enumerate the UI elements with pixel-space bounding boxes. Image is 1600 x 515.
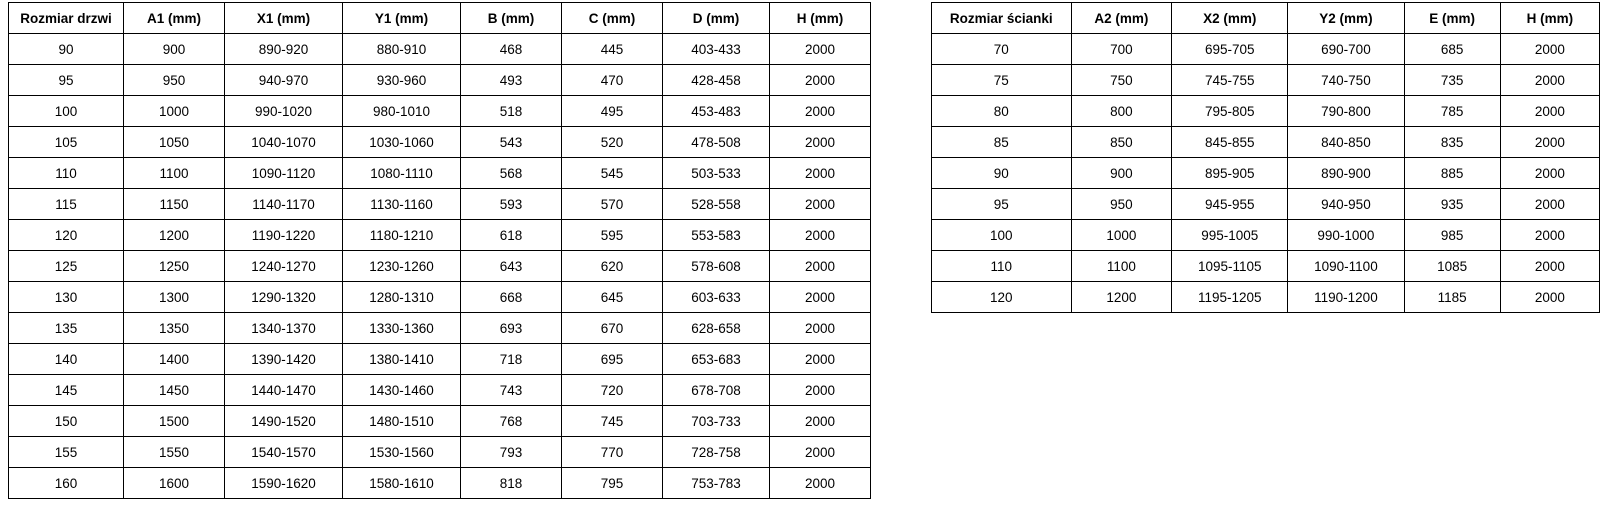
table-row xyxy=(9,189,871,220)
cell: 793 xyxy=(461,437,562,468)
cell: 2000 xyxy=(770,189,871,220)
cell: 80 xyxy=(932,96,1072,127)
cell: 750 xyxy=(1071,65,1172,96)
cell: 1090-1100 xyxy=(1288,251,1404,282)
cell: 2000 xyxy=(770,468,871,499)
cell: 745 xyxy=(562,406,663,437)
cell: 135 xyxy=(9,313,124,344)
cell: 493 xyxy=(461,65,562,96)
cell: 470 xyxy=(562,65,663,96)
cell: 2000 xyxy=(770,313,871,344)
cell: 743 xyxy=(461,375,562,406)
cell: 678-708 xyxy=(663,375,770,406)
cell: 1540-1570 xyxy=(225,437,343,468)
table-row xyxy=(9,313,871,344)
column-header: Rozmiar drzwi xyxy=(9,3,124,34)
cell: 478-508 xyxy=(663,127,770,158)
table-row xyxy=(932,282,1600,313)
cell: 1350 xyxy=(124,313,225,344)
table-row xyxy=(9,437,871,468)
cell: 740-750 xyxy=(1288,65,1404,96)
table-row xyxy=(9,127,871,158)
cell: 1330-1360 xyxy=(343,313,461,344)
cell: 1500 xyxy=(124,406,225,437)
cell: 1530-1560 xyxy=(343,437,461,468)
cell: 568 xyxy=(461,158,562,189)
table-row xyxy=(932,34,1600,65)
cell: 985 xyxy=(1404,220,1500,251)
cell: 125 xyxy=(9,251,124,282)
cell: 990-1000 xyxy=(1288,220,1404,251)
cell: 2000 xyxy=(770,65,871,96)
table-row xyxy=(932,96,1600,127)
cell: 1190-1200 xyxy=(1288,282,1404,313)
cell: 620 xyxy=(562,251,663,282)
column-header: A2 (mm) xyxy=(1071,3,1172,34)
cell: 1390-1420 xyxy=(225,344,343,375)
cell: 745-755 xyxy=(1172,65,1288,96)
column-header: H (mm) xyxy=(1500,3,1599,34)
table-row xyxy=(932,251,1600,282)
cell: 1400 xyxy=(124,344,225,375)
cell: 130 xyxy=(9,282,124,313)
table-row xyxy=(932,65,1600,96)
cell: 940-970 xyxy=(225,65,343,96)
cell: 545 xyxy=(562,158,663,189)
cell: 85 xyxy=(932,127,1072,158)
cell: 1100 xyxy=(1071,251,1172,282)
cell: 695-705 xyxy=(1172,34,1288,65)
table-row xyxy=(9,65,871,96)
cell: 703-733 xyxy=(663,406,770,437)
cell: 995-1005 xyxy=(1172,220,1288,251)
cell: 95 xyxy=(932,189,1072,220)
cell: 453-483 xyxy=(663,96,770,127)
cell: 1095-1105 xyxy=(1172,251,1288,282)
cell: 1085 xyxy=(1404,251,1500,282)
cell: 1290-1320 xyxy=(225,282,343,313)
cell: 1600 xyxy=(124,468,225,499)
cell: 840-850 xyxy=(1288,127,1404,158)
cell: 468 xyxy=(461,34,562,65)
cell: 890-920 xyxy=(225,34,343,65)
column-header: E (mm) xyxy=(1404,3,1500,34)
column-header: Y2 (mm) xyxy=(1288,3,1404,34)
cell: 95 xyxy=(9,65,124,96)
doors-table-container xyxy=(8,2,871,499)
cell: 885 xyxy=(1404,158,1500,189)
cell: 2000 xyxy=(770,251,871,282)
cell: 90 xyxy=(9,34,124,65)
cell: 2000 xyxy=(1500,127,1599,158)
cell: 945-955 xyxy=(1172,189,1288,220)
cell: 790-800 xyxy=(1288,96,1404,127)
cell: 850 xyxy=(1071,127,1172,158)
cell: 2000 xyxy=(1500,282,1599,313)
table-row xyxy=(9,406,871,437)
walls-dimensions-table xyxy=(931,2,1600,313)
cell: 110 xyxy=(9,158,124,189)
cell: 795-805 xyxy=(1172,96,1288,127)
cell: 980-1010 xyxy=(343,96,461,127)
cell: 668 xyxy=(461,282,562,313)
cell: 155 xyxy=(9,437,124,468)
cell: 618 xyxy=(461,220,562,251)
table-row xyxy=(9,34,871,65)
cell: 835 xyxy=(1404,127,1500,158)
cell: 1040-1070 xyxy=(225,127,343,158)
cell: 1240-1270 xyxy=(225,251,343,282)
cell: 1380-1410 xyxy=(343,344,461,375)
cell: 1140-1170 xyxy=(225,189,343,220)
column-header: H (mm) xyxy=(770,3,871,34)
cell: 1130-1160 xyxy=(343,189,461,220)
cell: 145 xyxy=(9,375,124,406)
cell: 403-433 xyxy=(663,34,770,65)
cell: 1450 xyxy=(124,375,225,406)
cell: 1340-1370 xyxy=(225,313,343,344)
cell: 2000 xyxy=(770,344,871,375)
cell: 1580-1610 xyxy=(343,468,461,499)
cell: 2000 xyxy=(1500,65,1599,96)
table-row xyxy=(932,127,1600,158)
cell: 1090-1120 xyxy=(225,158,343,189)
cell: 990-1020 xyxy=(225,96,343,127)
cell: 753-783 xyxy=(663,468,770,499)
cell: 2000 xyxy=(1500,96,1599,127)
cell: 900 xyxy=(124,34,225,65)
cell: 795 xyxy=(562,468,663,499)
cell: 2000 xyxy=(770,220,871,251)
cell: 735 xyxy=(1404,65,1500,96)
cell: 1200 xyxy=(1071,282,1172,313)
cell: 100 xyxy=(932,220,1072,251)
cell: 1440-1470 xyxy=(225,375,343,406)
cell: 1250 xyxy=(124,251,225,282)
cell: 140 xyxy=(9,344,124,375)
cell: 1185 xyxy=(1404,282,1500,313)
cell: 2000 xyxy=(1500,189,1599,220)
column-header: A1 (mm) xyxy=(124,3,225,34)
table-row xyxy=(9,344,871,375)
cell: 628-658 xyxy=(663,313,770,344)
cell: 570 xyxy=(562,189,663,220)
cell: 578-608 xyxy=(663,251,770,282)
cell: 110 xyxy=(932,251,1072,282)
cell: 2000 xyxy=(1500,220,1599,251)
cell: 70 xyxy=(932,34,1072,65)
cell: 1430-1460 xyxy=(343,375,461,406)
cell: 428-458 xyxy=(663,65,770,96)
cell: 1480-1510 xyxy=(343,406,461,437)
cell: 520 xyxy=(562,127,663,158)
cell: 1000 xyxy=(124,96,225,127)
doors-dimensions-table xyxy=(8,2,871,499)
cell: 1180-1210 xyxy=(343,220,461,251)
cell: 75 xyxy=(932,65,1072,96)
cell: 2000 xyxy=(1500,158,1599,189)
cell: 1590-1620 xyxy=(225,468,343,499)
cell: 120 xyxy=(9,220,124,251)
cell: 603-633 xyxy=(663,282,770,313)
cell: 160 xyxy=(9,468,124,499)
cell: 643 xyxy=(461,251,562,282)
cell: 1050 xyxy=(124,127,225,158)
cell: 890-900 xyxy=(1288,158,1404,189)
column-header: C (mm) xyxy=(562,3,663,34)
table-row xyxy=(9,282,871,313)
cell: 2000 xyxy=(770,96,871,127)
cell: 1195-1205 xyxy=(1172,282,1288,313)
cell: 645 xyxy=(562,282,663,313)
cell: 2000 xyxy=(770,437,871,468)
cell: 895-905 xyxy=(1172,158,1288,189)
cell: 1080-1110 xyxy=(343,158,461,189)
table-header-row xyxy=(9,3,871,34)
cell: 1300 xyxy=(124,282,225,313)
cell: 445 xyxy=(562,34,663,65)
cell: 543 xyxy=(461,127,562,158)
cell: 768 xyxy=(461,406,562,437)
cell: 670 xyxy=(562,313,663,344)
cell: 653-683 xyxy=(663,344,770,375)
cell: 785 xyxy=(1404,96,1500,127)
table-row xyxy=(9,220,871,251)
cell: 105 xyxy=(9,127,124,158)
cell: 2000 xyxy=(770,282,871,313)
cell: 503-533 xyxy=(663,158,770,189)
table-row xyxy=(9,251,871,282)
cell: 818 xyxy=(461,468,562,499)
cell: 553-583 xyxy=(663,220,770,251)
table-row xyxy=(9,158,871,189)
cell: 1100 xyxy=(124,158,225,189)
cell: 495 xyxy=(562,96,663,127)
table-header-row xyxy=(932,3,1600,34)
doors-table-head xyxy=(9,3,871,34)
cell: 940-950 xyxy=(1288,189,1404,220)
cell: 2000 xyxy=(770,406,871,437)
cell: 115 xyxy=(9,189,124,220)
cell: 1230-1260 xyxy=(343,251,461,282)
table-row xyxy=(932,220,1600,251)
column-header: Y1 (mm) xyxy=(343,3,461,34)
cell: 150 xyxy=(9,406,124,437)
cell: 695 xyxy=(562,344,663,375)
cell: 690-700 xyxy=(1288,34,1404,65)
cell: 720 xyxy=(562,375,663,406)
cell: 528-558 xyxy=(663,189,770,220)
cell: 2000 xyxy=(1500,34,1599,65)
cell: 2000 xyxy=(770,158,871,189)
cell: 950 xyxy=(1071,189,1172,220)
cell: 100 xyxy=(9,96,124,127)
cell: 1030-1060 xyxy=(343,127,461,158)
cell: 90 xyxy=(932,158,1072,189)
cell: 728-758 xyxy=(663,437,770,468)
cell: 2000 xyxy=(770,34,871,65)
table-row xyxy=(932,189,1600,220)
table-row xyxy=(9,96,871,127)
cell: 2000 xyxy=(1500,251,1599,282)
table-row xyxy=(9,375,871,406)
walls-table-container xyxy=(931,2,1600,313)
cell: 1200 xyxy=(124,220,225,251)
column-header: Rozmiar ścianki xyxy=(932,3,1072,34)
cell: 1190-1220 xyxy=(225,220,343,251)
cell: 2000 xyxy=(770,375,871,406)
cell: 900 xyxy=(1071,158,1172,189)
cell: 593 xyxy=(461,189,562,220)
cell: 595 xyxy=(562,220,663,251)
table-row xyxy=(932,158,1600,189)
cell: 120 xyxy=(932,282,1072,313)
cell: 685 xyxy=(1404,34,1500,65)
column-header: X1 (mm) xyxy=(225,3,343,34)
cell: 930-960 xyxy=(343,65,461,96)
cell: 1280-1310 xyxy=(343,282,461,313)
cell: 880-910 xyxy=(343,34,461,65)
cell: 935 xyxy=(1404,189,1500,220)
cell: 1150 xyxy=(124,189,225,220)
cell: 2000 xyxy=(770,127,871,158)
walls-table-head xyxy=(932,3,1600,34)
doors-table-body xyxy=(9,34,871,499)
cell: 1490-1520 xyxy=(225,406,343,437)
cell: 700 xyxy=(1071,34,1172,65)
column-header: D (mm) xyxy=(663,3,770,34)
cell: 845-855 xyxy=(1172,127,1288,158)
column-header: B (mm) xyxy=(461,3,562,34)
walls-table-body xyxy=(932,34,1600,313)
cell: 950 xyxy=(124,65,225,96)
cell: 770 xyxy=(562,437,663,468)
cell: 718 xyxy=(461,344,562,375)
cell: 1550 xyxy=(124,437,225,468)
cell: 800 xyxy=(1071,96,1172,127)
table-row xyxy=(9,468,871,499)
cell: 518 xyxy=(461,96,562,127)
cell: 693 xyxy=(461,313,562,344)
column-header: X2 (mm) xyxy=(1172,3,1288,34)
cell: 1000 xyxy=(1071,220,1172,251)
